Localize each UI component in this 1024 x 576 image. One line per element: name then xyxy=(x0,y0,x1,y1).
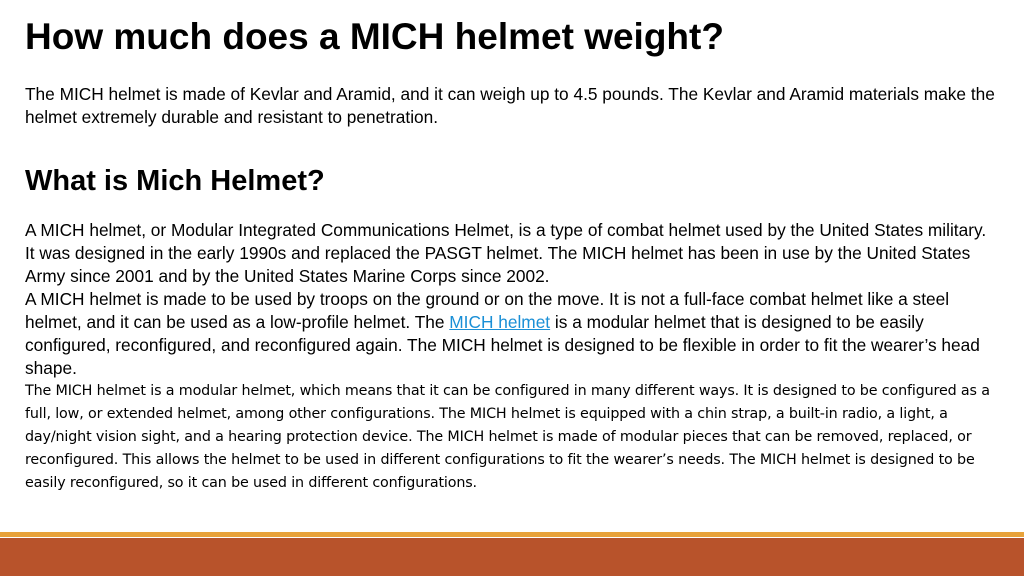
paragraph-usage xyxy=(25,288,1000,380)
mich-helmet-link[interactable]: MICH helmet xyxy=(449,312,551,332)
paragraph-definition: A MICH helmet, or Modular Integrated Communications Helmet, is a type of combat helmet used by the United States military. It was designed in the early 1990s and replaced the PASGT helmet. The MICH helmet has been in use by the United States Army since 2001 and by the United States Marine Corps since 2002. xyxy=(25,220,987,286)
body-text xyxy=(25,219,1000,495)
footer-bar xyxy=(0,538,1024,576)
section-heading: What is Mich Helmet? xyxy=(25,165,325,197)
paragraph-modular: The MICH helmet is a modular helmet, which means that it can be configured in many different ways. It is designed to be configured as a full, low, or extended helmet, among other configurations. The MICH helmet is equipped with a chin strap, a built-in radio, a light, a day/night vision sight, and a hearing protection device. The MICH helmet is made of modular pieces that can be removed, replaced, or reconfigured. This allows the helmet to be used in different configurations to fit the wearer’s needs. The MICH helmet is designed to be easily reconfigured, so it can be used in different configurations. xyxy=(25,383,990,491)
accent-divider xyxy=(0,532,1024,537)
paragraph-usage-tail: is a modular helmet that is designed to be easily configured, reconfigured, and reconfigured again. The MICH helmet is designed to be flexible in order to fit the wearer’s head shape. xyxy=(25,312,980,378)
paragraph-usage-lead: A MICH helmet is made to be used by troops on the ground or on the move. It is not a full-face combat helmet like a steel helmet, and it can be used as a low-profile helmet. The xyxy=(25,289,950,332)
intro-paragraph: The MICH helmet is made of Kevlar and Aramid, and it can weigh up to 4.5 pounds. The Kevlar and Aramid materials make the helmet extremely durable and resistant to penetration. xyxy=(25,84,995,127)
page-title: How much does a MICH helmet weight? xyxy=(25,16,724,57)
